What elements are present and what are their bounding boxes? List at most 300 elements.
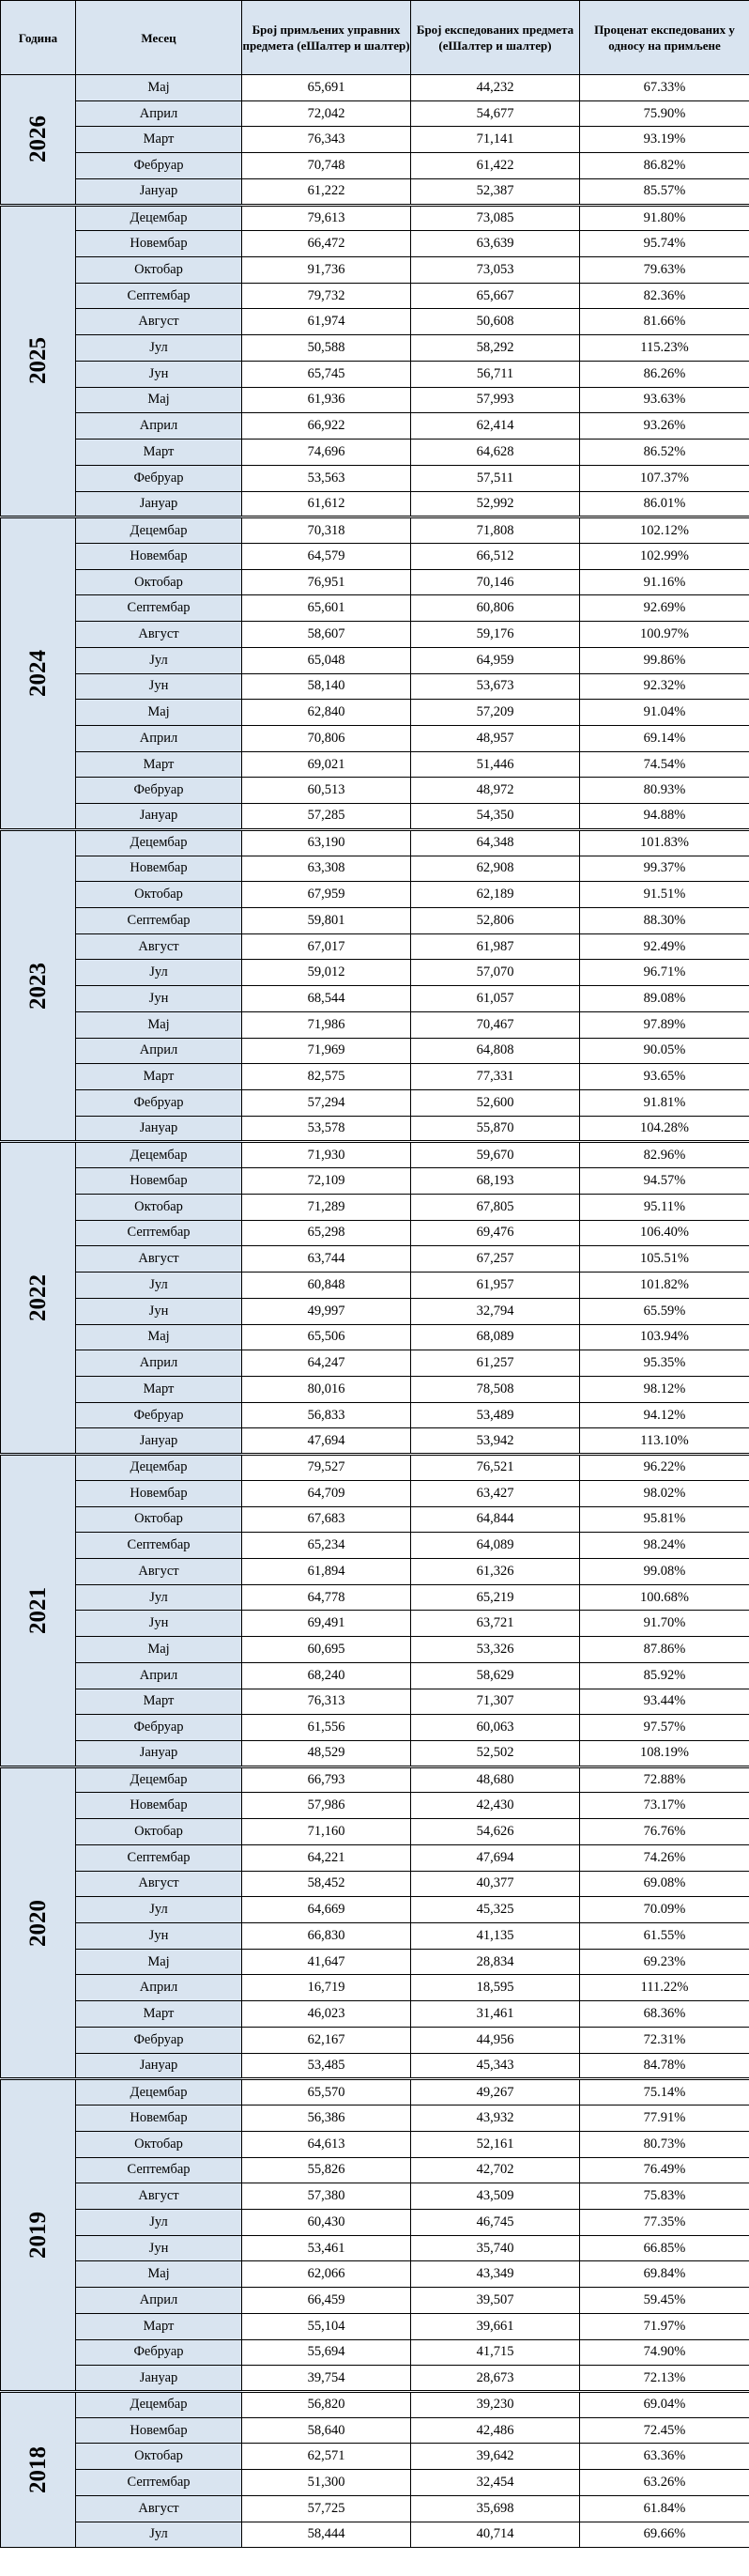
received-cell: 65,601	[242, 595, 411, 622]
percent-cell: 91.80%	[580, 205, 749, 231]
table-row	[1, 283, 749, 309]
received-cell: 70,318	[242, 517, 411, 544]
month-cell: Октобар	[76, 1194, 242, 1220]
table-row	[1, 595, 749, 622]
dispatched-cell: 71,808	[411, 517, 580, 544]
month-cell: Октобар	[76, 569, 242, 595]
table-row	[1, 335, 749, 362]
percent-cell: 79.63%	[580, 257, 749, 284]
received-cell: 67,017	[242, 933, 411, 960]
month-cell: Септембар	[76, 283, 242, 309]
table-row	[1, 2495, 749, 2522]
table-row	[1, 700, 749, 726]
percent-cell: 115.23%	[580, 335, 749, 362]
table-row	[1, 413, 749, 440]
dispatched-cell: 41,135	[411, 1923, 580, 1950]
table-row	[1, 1376, 749, 1402]
percent-cell: 72.13%	[580, 2366, 749, 2392]
dispatched-cell: 58,629	[411, 1662, 580, 1689]
month-cell: Фебруар	[76, 2339, 242, 2366]
received-cell: 62,167	[242, 2027, 411, 2053]
received-cell: 64,247	[242, 1350, 411, 1377]
month-cell: Децембар	[76, 1142, 242, 1168]
dispatched-cell: 54,677	[411, 100, 580, 127]
dispatched-cell: 43,932	[411, 2106, 580, 2132]
table-row	[1, 2313, 749, 2339]
table-row	[1, 2444, 749, 2470]
month-cell: Фебруар	[76, 2027, 242, 2053]
received-cell: 56,833	[242, 1402, 411, 1428]
received-cell: 71,289	[242, 1194, 411, 1220]
year-cell	[1, 75, 76, 206]
dispatched-cell: 58,292	[411, 335, 580, 362]
month-cell: Март	[76, 1689, 242, 1715]
dispatched-cell: 60,063	[411, 1715, 580, 1741]
dispatched-cell: 71,307	[411, 1689, 580, 1715]
received-cell: 70,748	[242, 153, 411, 179]
month-cell: Мај	[76, 700, 242, 726]
percent-cell: 108.19%	[580, 1741, 749, 1767]
table-row	[1, 1324, 749, 1350]
table-row	[1, 1689, 749, 1715]
percent-cell: 81.66%	[580, 309, 749, 335]
dispatched-cell: 39,507	[411, 2288, 580, 2314]
percent-cell: 91.70%	[580, 1611, 749, 1637]
month-cell: Новембар	[76, 2106, 242, 2132]
month-cell: Септембар	[76, 908, 242, 934]
received-cell: 57,380	[242, 2183, 411, 2210]
table-row	[1, 2261, 749, 2288]
table-row	[1, 1298, 749, 1324]
table-row	[1, 2027, 749, 2053]
table-row	[1, 440, 749, 466]
table-row	[1, 1662, 749, 1689]
received-cell: 55,694	[242, 2339, 411, 2366]
month-cell: Октобар	[76, 1506, 242, 1533]
received-cell: 51,300	[242, 2470, 411, 2496]
table-row	[1, 1064, 749, 1090]
percent-cell: 95.35%	[580, 1350, 749, 1377]
table-row	[1, 986, 749, 1012]
percent-cell: 93.63%	[580, 387, 749, 413]
percent-cell: 74.26%	[580, 1844, 749, 1871]
dispatched-cell: 32,454	[411, 2470, 580, 2496]
dispatched-cell: 49,267	[411, 2079, 580, 2106]
month-cell: Август	[76, 622, 242, 648]
received-cell: 60,848	[242, 1273, 411, 1299]
month-cell: Август	[76, 2183, 242, 2210]
received-cell: 57,725	[242, 2495, 411, 2522]
dispatched-cell: 70,467	[411, 1011, 580, 1038]
received-cell: 66,472	[242, 231, 411, 257]
percent-cell: 85.57%	[580, 178, 749, 205]
month-cell: Фебруар	[76, 1715, 242, 1741]
received-cell: 70,806	[242, 725, 411, 751]
received-cell: 55,826	[242, 2157, 411, 2183]
received-cell: 61,556	[242, 1715, 411, 1741]
dispatched-cell: 59,670	[411, 1142, 580, 1168]
dispatched-cell: 32,794	[411, 1298, 580, 1324]
table-row	[1, 1533, 749, 1559]
percent-cell: 105.51%	[580, 1246, 749, 1273]
dispatched-cell: 67,805	[411, 1194, 580, 1220]
received-cell: 62,840	[242, 700, 411, 726]
table-row	[1, 127, 749, 153]
received-cell: 53,578	[242, 1116, 411, 1142]
month-cell: Септембар	[76, 2470, 242, 2496]
month-cell: Септембар	[76, 1533, 242, 1559]
month-cell: Јул	[76, 1584, 242, 1611]
dispatched-cell: 65,219	[411, 1584, 580, 1611]
dispatched-cell: 47,694	[411, 1844, 580, 1871]
table-row	[1, 1611, 749, 1637]
table-row	[1, 153, 749, 179]
table-row	[1, 387, 749, 413]
percent-cell: 61.55%	[580, 1923, 749, 1950]
percent-cell: 98.12%	[580, 1376, 749, 1402]
table-row	[1, 2131, 749, 2157]
year-label: 2023	[24, 962, 51, 1010]
table-row	[1, 829, 749, 856]
month-cell: Јул	[76, 1273, 242, 1299]
received-cell: 60,430	[242, 2209, 411, 2235]
table-row	[1, 2339, 749, 2366]
dispatched-cell: 71,141	[411, 127, 580, 153]
month-cell: Септембар	[76, 2157, 242, 2183]
dispatched-cell: 52,806	[411, 908, 580, 934]
percent-cell: 86.52%	[580, 440, 749, 466]
dispatched-cell: 57,993	[411, 387, 580, 413]
percent-cell: 65.59%	[580, 1298, 749, 1324]
dispatched-cell: 66,512	[411, 543, 580, 569]
month-cell: Април	[76, 1350, 242, 1377]
percent-cell: 80.93%	[580, 778, 749, 804]
received-cell: 68,544	[242, 986, 411, 1012]
month-cell: Новембар	[76, 231, 242, 257]
percent-cell: 80.73%	[580, 2131, 749, 2157]
percent-cell: 72.31%	[580, 2027, 749, 2053]
month-cell: Март	[76, 1376, 242, 1402]
received-cell: 80,016	[242, 1376, 411, 1402]
table-row	[1, 543, 749, 569]
table-row	[1, 856, 749, 882]
month-cell: Август	[76, 1871, 242, 1897]
received-cell: 65,048	[242, 647, 411, 673]
dispatched-cell: 61,422	[411, 153, 580, 179]
month-cell: Децембар	[76, 2391, 242, 2417]
month-cell: Децембар	[76, 2079, 242, 2106]
header-year: Година	[1, 1, 76, 75]
percent-cell: 84.78%	[580, 2053, 749, 2079]
percent-cell: 94.88%	[580, 804, 749, 830]
percent-cell: 103.94%	[580, 1324, 749, 1350]
percent-cell: 69.84%	[580, 2261, 749, 2288]
month-cell: Фебруар	[76, 1090, 242, 1117]
percent-cell: 93.65%	[580, 1064, 749, 1090]
dispatched-cell: 64,089	[411, 1533, 580, 1559]
table-body	[1, 75, 749, 2548]
dispatched-cell: 40,377	[411, 1871, 580, 1897]
table-row	[1, 1741, 749, 1767]
percent-cell: 59.45%	[580, 2288, 749, 2314]
received-cell: 71,160	[242, 1819, 411, 1845]
dispatched-cell: 45,325	[411, 1897, 580, 1923]
table-row	[1, 2391, 749, 2417]
percent-cell: 91.16%	[580, 569, 749, 595]
received-cell: 82,575	[242, 1064, 411, 1090]
month-cell: Април	[76, 413, 242, 440]
table-row	[1, 1584, 749, 1611]
received-cell: 63,308	[242, 856, 411, 882]
dispatched-cell: 44,956	[411, 2027, 580, 2053]
month-cell: Јун	[76, 1611, 242, 1637]
received-cell: 57,294	[242, 1090, 411, 1117]
received-cell: 71,969	[242, 1038, 411, 1064]
received-cell: 65,234	[242, 1533, 411, 1559]
year-cell	[1, 2079, 76, 2392]
dispatched-cell: 57,070	[411, 960, 580, 986]
dispatched-cell: 62,908	[411, 856, 580, 882]
received-cell: 69,021	[242, 751, 411, 778]
table-row	[1, 205, 749, 231]
month-cell: Фебруар	[76, 465, 242, 491]
percent-cell: 92.32%	[580, 673, 749, 700]
received-cell: 79,613	[242, 205, 411, 231]
table-row	[1, 178, 749, 205]
table-row	[1, 465, 749, 491]
percent-cell: 99.86%	[580, 647, 749, 673]
percent-cell: 92.49%	[580, 933, 749, 960]
dispatched-cell: 64,808	[411, 1038, 580, 1064]
percent-cell: 66.85%	[580, 2235, 749, 2261]
received-cell: 76,951	[242, 569, 411, 595]
percent-cell: 85.92%	[580, 1662, 749, 1689]
dispatched-cell: 57,209	[411, 700, 580, 726]
percent-cell: 77.35%	[580, 2209, 749, 2235]
received-cell: 61,222	[242, 178, 411, 205]
month-cell: Јануар	[76, 2053, 242, 2079]
dispatched-cell: 39,230	[411, 2391, 580, 2417]
table-row	[1, 673, 749, 700]
percent-cell: 97.89%	[580, 1011, 749, 1038]
received-cell: 62,066	[242, 2261, 411, 2288]
received-cell: 60,513	[242, 778, 411, 804]
table-row	[1, 622, 749, 648]
month-cell: Јул	[76, 2209, 242, 2235]
table-row	[1, 2209, 749, 2235]
percent-cell: 95.11%	[580, 1194, 749, 1220]
percent-cell: 72.45%	[580, 2417, 749, 2444]
received-cell: 61,894	[242, 1558, 411, 1584]
received-cell: 61,936	[242, 387, 411, 413]
month-cell: Мај	[76, 1637, 242, 1663]
table-row	[1, 1273, 749, 1299]
dispatched-cell: 68,193	[411, 1168, 580, 1195]
dispatched-cell: 64,628	[411, 440, 580, 466]
dispatched-cell: 54,350	[411, 804, 580, 830]
table-row	[1, 1923, 749, 1950]
table-row	[1, 1350, 749, 1377]
percent-cell: 91.51%	[580, 882, 749, 908]
dispatched-cell: 52,387	[411, 178, 580, 205]
month-cell: Мај	[76, 387, 242, 413]
table-row	[1, 569, 749, 595]
dispatched-cell: 39,661	[411, 2313, 580, 2339]
percent-cell: 86.26%	[580, 361, 749, 387]
table-row	[1, 2522, 749, 2548]
month-cell: Мај	[76, 2261, 242, 2288]
dispatched-cell: 55,870	[411, 1116, 580, 1142]
dispatched-cell: 69,476	[411, 1220, 580, 1246]
table-row	[1, 751, 749, 778]
year-cell	[1, 829, 76, 1142]
month-cell: Новембар	[76, 543, 242, 569]
received-cell: 57,285	[242, 804, 411, 830]
table-row	[1, 2001, 749, 2028]
dispatched-cell: 35,698	[411, 2495, 580, 2522]
month-cell: Октобар	[76, 1819, 242, 1845]
percent-cell: 96.71%	[580, 960, 749, 986]
received-cell: 74,696	[242, 440, 411, 466]
received-cell: 50,588	[242, 335, 411, 362]
percent-cell: 102.12%	[580, 517, 749, 544]
percent-cell: 86.01%	[580, 491, 749, 517]
table-row	[1, 2288, 749, 2314]
percent-cell: 76.49%	[580, 2157, 749, 2183]
month-cell: Фебруар	[76, 778, 242, 804]
received-cell: 66,459	[242, 2288, 411, 2314]
received-cell: 66,830	[242, 1923, 411, 1950]
percent-cell: 90.05%	[580, 1038, 749, 1064]
month-cell: Децембар	[76, 1766, 242, 1793]
month-cell: Децембар	[76, 1455, 242, 1481]
month-cell: Јул	[76, 960, 242, 986]
percent-cell: 96.22%	[580, 1455, 749, 1481]
dispatched-cell: 50,608	[411, 309, 580, 335]
received-cell: 53,461	[242, 2235, 411, 2261]
table-row	[1, 804, 749, 830]
table-row	[1, 1116, 749, 1142]
percent-cell: 69.66%	[580, 2522, 749, 2548]
received-cell: 67,959	[242, 882, 411, 908]
dispatched-cell: 18,595	[411, 1975, 580, 2001]
month-cell: Децембар	[76, 829, 242, 856]
received-cell: 59,801	[242, 908, 411, 934]
month-cell: Јул	[76, 647, 242, 673]
month-cell: Новембар	[76, 2417, 242, 2444]
table-row	[1, 2417, 749, 2444]
received-cell: 64,221	[242, 1844, 411, 1871]
month-cell: Јануар	[76, 491, 242, 517]
received-cell: 79,527	[242, 1455, 411, 1481]
received-cell: 64,669	[242, 1897, 411, 1923]
percent-cell: 82.36%	[580, 283, 749, 309]
table-row	[1, 2235, 749, 2261]
received-cell: 66,922	[242, 413, 411, 440]
year-label: 2024	[24, 650, 51, 698]
percent-cell: 75.14%	[580, 2079, 749, 2106]
dispatched-cell: 40,714	[411, 2522, 580, 2548]
percent-cell: 91.81%	[580, 1090, 749, 1117]
table-row	[1, 2183, 749, 2210]
dispatched-cell: 39,642	[411, 2444, 580, 2470]
received-cell: 65,570	[242, 2079, 411, 2106]
received-cell: 47,694	[242, 1428, 411, 1455]
dispatched-cell: 64,348	[411, 829, 580, 856]
dispatched-cell: 41,715	[411, 2339, 580, 2366]
dispatched-cell: 42,486	[411, 2417, 580, 2444]
table-row	[1, 1871, 749, 1897]
dispatched-cell: 52,502	[411, 1741, 580, 1767]
received-cell: 64,613	[242, 2131, 411, 2157]
month-cell: Август	[76, 1246, 242, 1273]
dispatched-cell: 59,176	[411, 622, 580, 648]
percent-cell: 97.57%	[580, 1715, 749, 1741]
dispatched-cell: 46,745	[411, 2209, 580, 2235]
year-label: 2019	[24, 2212, 51, 2260]
header-month: Месец	[76, 1, 242, 75]
month-cell: Август	[76, 933, 242, 960]
dispatched-cell: 77,331	[411, 1064, 580, 1090]
month-cell: Јануар	[76, 1428, 242, 1455]
dispatched-cell: 44,232	[411, 75, 580, 101]
table-row	[1, 100, 749, 127]
month-cell: Октобар	[76, 257, 242, 284]
received-cell: 65,506	[242, 1324, 411, 1350]
table-row	[1, 1844, 749, 1871]
month-cell: Јануар	[76, 1741, 242, 1767]
table-row	[1, 1142, 749, 1168]
month-cell: Март	[76, 1064, 242, 1090]
month-cell: Септембар	[76, 1844, 242, 1871]
dispatched-cell: 28,673	[411, 2366, 580, 2392]
month-cell: Новембар	[76, 1793, 242, 1819]
month-cell: Новембар	[76, 856, 242, 882]
year-label: 2020	[24, 1899, 51, 1947]
table-row	[1, 2157, 749, 2183]
month-cell: Јул	[76, 2522, 242, 2548]
dispatched-cell: 76,521	[411, 1455, 580, 1481]
month-cell: Јун	[76, 361, 242, 387]
received-cell: 67,683	[242, 1506, 411, 1533]
year-label: 2018	[24, 2446, 51, 2494]
month-cell: Август	[76, 309, 242, 335]
percent-cell: 63.26%	[580, 2470, 749, 2496]
table-row	[1, 1766, 749, 1793]
percent-cell: 99.08%	[580, 1558, 749, 1584]
received-cell: 53,563	[242, 465, 411, 491]
percent-cell: 72.88%	[580, 1766, 749, 1793]
month-cell: Фебруар	[76, 153, 242, 179]
percent-cell: 88.30%	[580, 908, 749, 934]
dispatched-cell: 45,343	[411, 2053, 580, 2079]
header-dispatched: Број експедованих предмета (еШалтер и шалтер)	[411, 1, 580, 75]
received-cell: 72,109	[242, 1168, 411, 1195]
month-cell: Јул	[76, 1897, 242, 1923]
year-label: 2025	[24, 337, 51, 385]
table-row	[1, 1168, 749, 1195]
table-row	[1, 1194, 749, 1220]
table-row	[1, 491, 749, 517]
percent-cell: 113.10%	[580, 1428, 749, 1455]
dispatched-cell: 61,987	[411, 933, 580, 960]
percent-cell: 73.17%	[580, 1793, 749, 1819]
month-cell: Април	[76, 1662, 242, 1689]
percent-cell: 69.04%	[580, 2391, 749, 2417]
table-row	[1, 1819, 749, 1845]
dispatched-cell: 53,326	[411, 1637, 580, 1663]
percent-cell: 67.33%	[580, 75, 749, 101]
